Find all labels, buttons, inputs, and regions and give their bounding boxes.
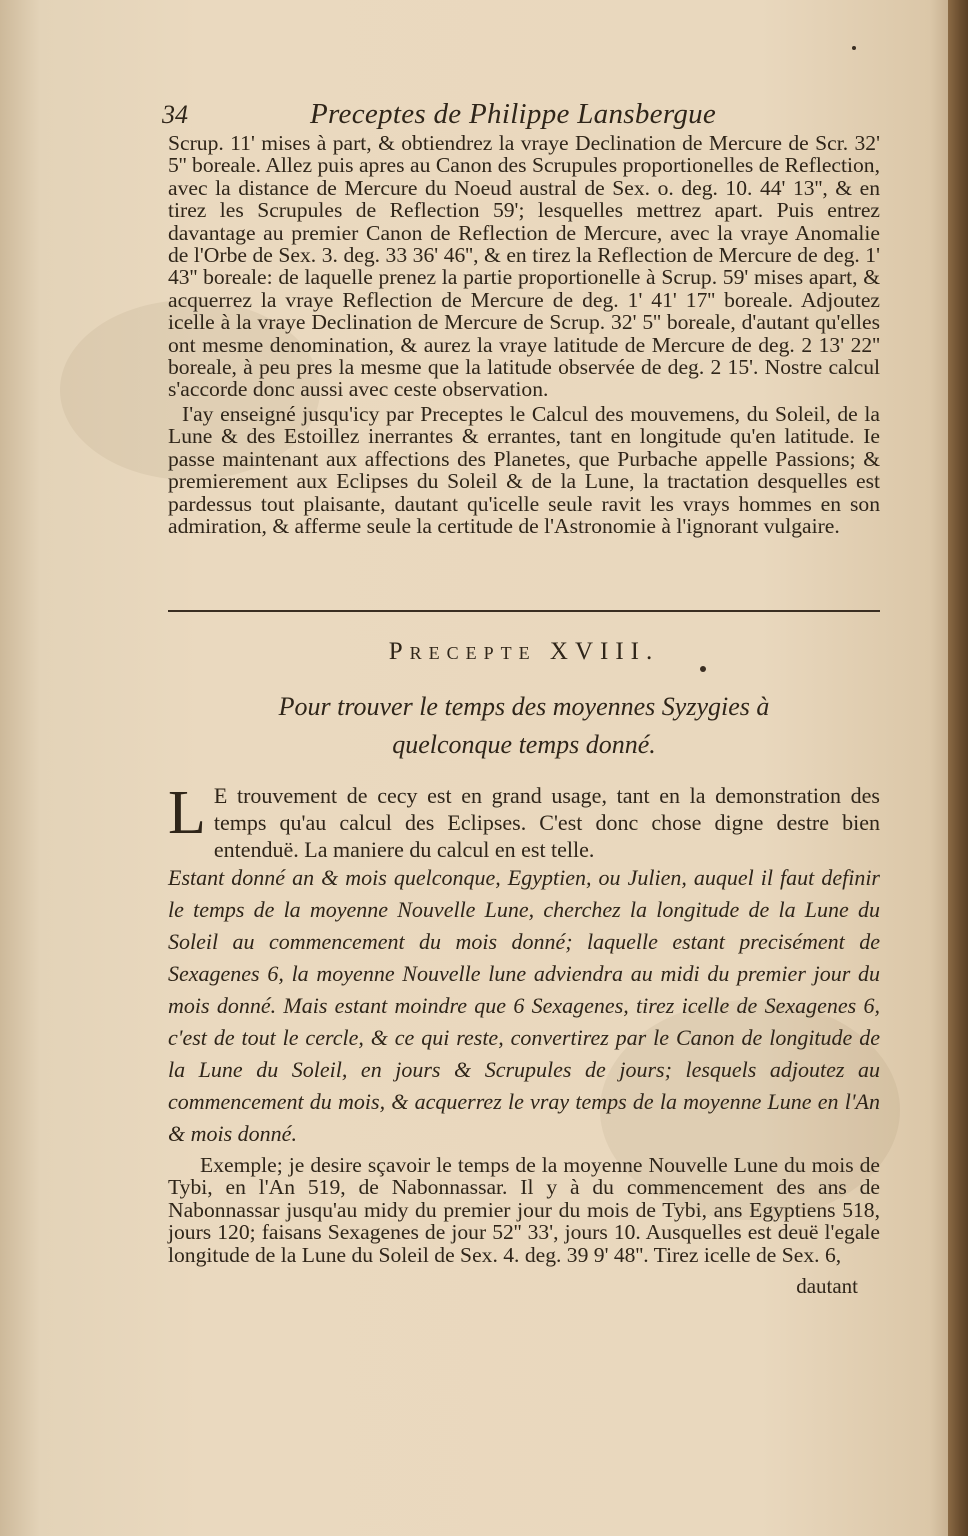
rule-text: Estant donné an & mois quelconque, Egyptien, ou Julien, auquel il faut definir le temps de la moyenne Nouvelle Lune, cherchez la longitude de la Lune du Soleil au commencement du mois donné; laquelle estant precisément de Sexagenes 6, la moyenne Nouvelle lune adviendra au midi du premier jour du mois donné. Mais estant moindre que 6 Sexagenes, tirez icelle de Sexagenes 6, c'est de tout le cercle, & ce qui reste, convertirez par le Canon de longitude de la Lune du Soleil, en jours & Scrupules de jours; lesquels adjoutez au commencement du mois, & acquerrez le vray temps de la moyenne Lune en l'An & mois donné.	[168, 865, 880, 1146]
precept-example	[168, 1154, 880, 1266]
paragraph-transition: I'ay enseigné jusqu'icy par Preceptes le Calcul des mouvemens, du Soleil, de la Lune & des Estoillez inerrantes & errantes, tant en longitude qu'en latitude. Ie passe maintenant aux affections des Planetes, que Purbache appelle Passions; & premierement aux Eclipses du Soleil & de la Lune, la tractation desquelles est pardessus tout plaisante, dautant qu'icelle seule ravit les vrays hommes en son admiration, & afferme seule la certitude de l'Astronomie à l'ignorant vulgaire.	[168, 401, 880, 538]
subtitle-line: quelconque temps donné.	[392, 730, 656, 759]
drop-cap: L	[168, 779, 206, 847]
paragraph-continuation: Scrup. 11' mises à part, & obtiendrez la vraye Declination de Mercure de Scr. 32' 5'' boreale. Allez puis apres au Canon des Scrupules proportionelles de Reflection, avec la distance de Mercure du Noeud austral de Sex. o. deg. 10. 44' 13'', & en tirez les Scrupules de Reflection 59'; lesquelles mettrez apart. Puis entrez davantage au premier Canon de Reflection de Mercure, avec la vraye Anomalie de l'Orbe de Sex. 3. deg. 33 36' 46'', & en tirez la Reflection de Mercure de deg. 1' 43'' boreale: de laquelle prenez la partie proportionelle à Scrup. 59' mises apart, & acquerrez la vraye Reflection de Mercure de deg. 1' 41' 17'' boreale. Adjoutez icelle à la vraye Declination de Mercure de Scrup. 32' 5'' boreale, d'autant qu'elles ont mesme denomination, & aurez la vraye latitude de Mercure de deg. 2 13' 22'' boreale, à peu pres la mesme que la latitude observée de deg. 2 15'. Nostre calcul s'accorde donc aussi avec ceste observation.	[168, 131, 880, 402]
ink-spot	[700, 666, 706, 672]
precept-rule	[168, 862, 880, 1150]
top-section	[168, 132, 880, 537]
ink-spot	[852, 46, 856, 50]
book-binding-edge	[948, 0, 968, 1536]
example-text: Exemple; je desire sçavoir le temps de la moyenne Nouvelle Lune du mois de Tybi, en l'An 519, de Nabonnassar. Il y à du commencement des ans de Nabonnassar jusqu'au midy du premier jour du mois de Tybi, ans Egyptiens 518, jours 120; faisans Sexagenes de jour 52'' 33', jours 10. Ausquelles est deuë l'egale longitude de la Lune du Soleil de Sex. 4. deg. 39 9' 48''. Tirez icelle de Sex. 6,	[168, 1153, 880, 1267]
precept-intro	[168, 779, 880, 863]
running-header	[162, 96, 882, 136]
intro-text: E trouvement de cecy est en grand usage, tant en la demonstration des temps qu'au calcul des Eclipses. C'est donc chose digne destre bien entenduë. La maniere du calcul en est telle.	[213, 783, 880, 862]
running-title: Preceptes de Philippe Lansbergue	[310, 98, 717, 130]
page-number: 34	[162, 100, 188, 129]
precept-subtitle	[168, 688, 880, 764]
section-divider	[168, 610, 880, 612]
precept-heading: Precepte XVIII.	[388, 638, 660, 665]
subtitle-line: Pour trouver le temps des moyennes Syzygies à	[278, 692, 770, 721]
catchword: dautant	[796, 1274, 858, 1298]
